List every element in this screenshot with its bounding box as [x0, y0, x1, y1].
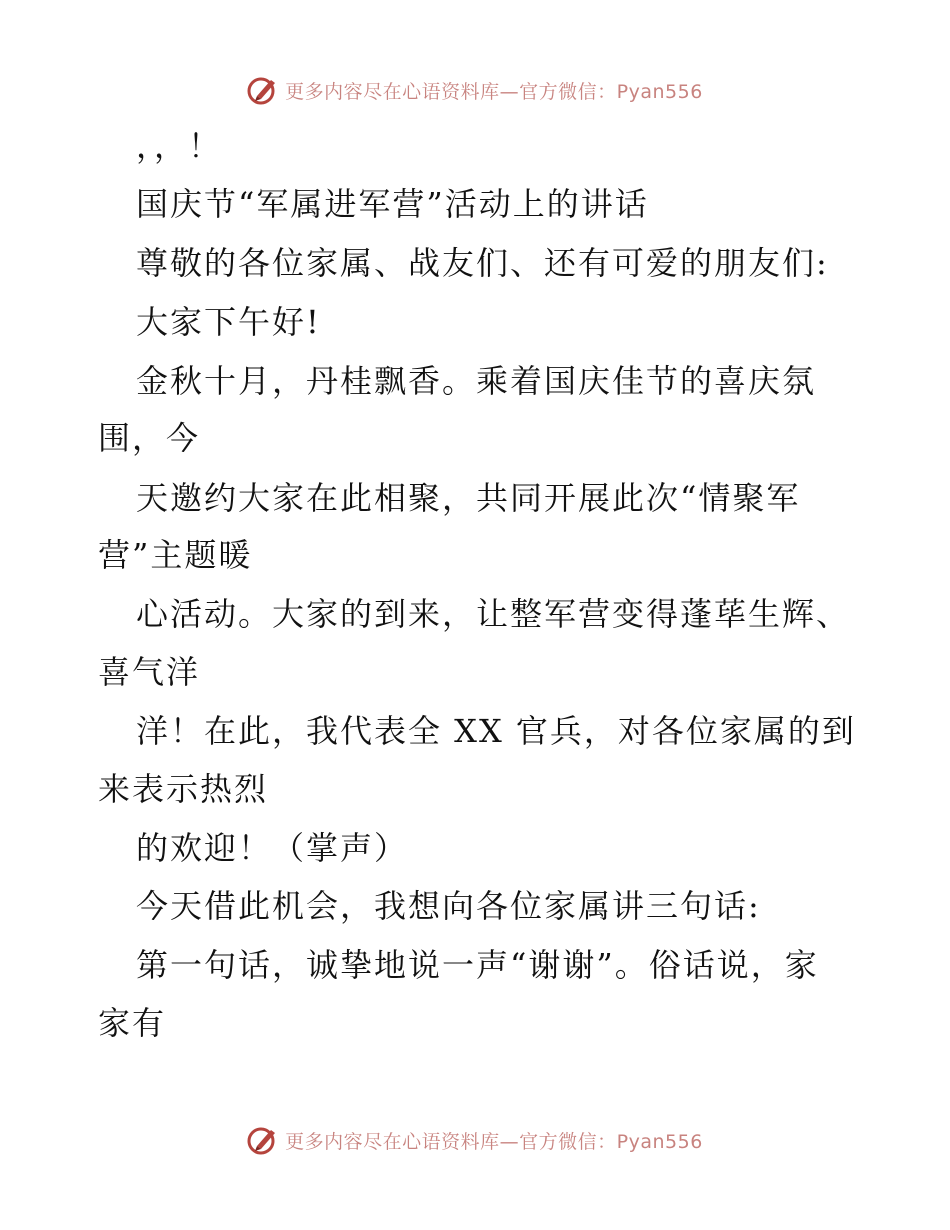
text-line: 的欢迎！（掌声） — [136, 829, 409, 867]
header-banner — [0, 70, 950, 110]
pen-circle-icon — [247, 74, 279, 106]
document-title: 国庆节“军属进军营”活动上的讲话 — [136, 185, 649, 223]
text-line: 洋！在此，我代表全 XX 官兵，对各位家属的到 — [136, 712, 856, 750]
text-line: ，，！ — [136, 127, 223, 165]
footer-banner — [0, 1120, 950, 1160]
text-line: 家有 — [98, 1004, 167, 1042]
greeting: 大家下午好! — [136, 303, 321, 341]
pen-circle-icon — [247, 1124, 279, 1156]
banner-text: 更多内容尽在心语资料库—官方微信：Pyan556 — [285, 1130, 703, 1153]
text-line: 来表示热烈 — [98, 770, 269, 808]
text-line: 心活动。大家的到来，让整军营变得蓬荜生辉、 — [136, 595, 851, 633]
text-line: 第一句话，诚挚地说一声“谢谢”。俗话说，家 — [136, 946, 819, 984]
text-line: 天邀约大家在此相聚，共同开展此次“情聚军 — [136, 479, 801, 517]
text-line: 金秋十月，丹桂飘香。乘着国庆佳节的喜庆氛 — [136, 362, 817, 400]
salutation: 尊敬的各位家属、战友们、还有可爱的朋友们: — [136, 244, 829, 282]
banner-text: 更多内容尽在心语资料库—官方微信：Pyan556 — [285, 80, 703, 103]
text-line: 营”主题暖 — [98, 536, 253, 574]
text-line: 围，今 — [98, 419, 201, 457]
text-line: 今天借此机会，我想向各位家属讲三句话: — [136, 887, 761, 925]
text-line: 喜气洋 — [98, 653, 201, 691]
